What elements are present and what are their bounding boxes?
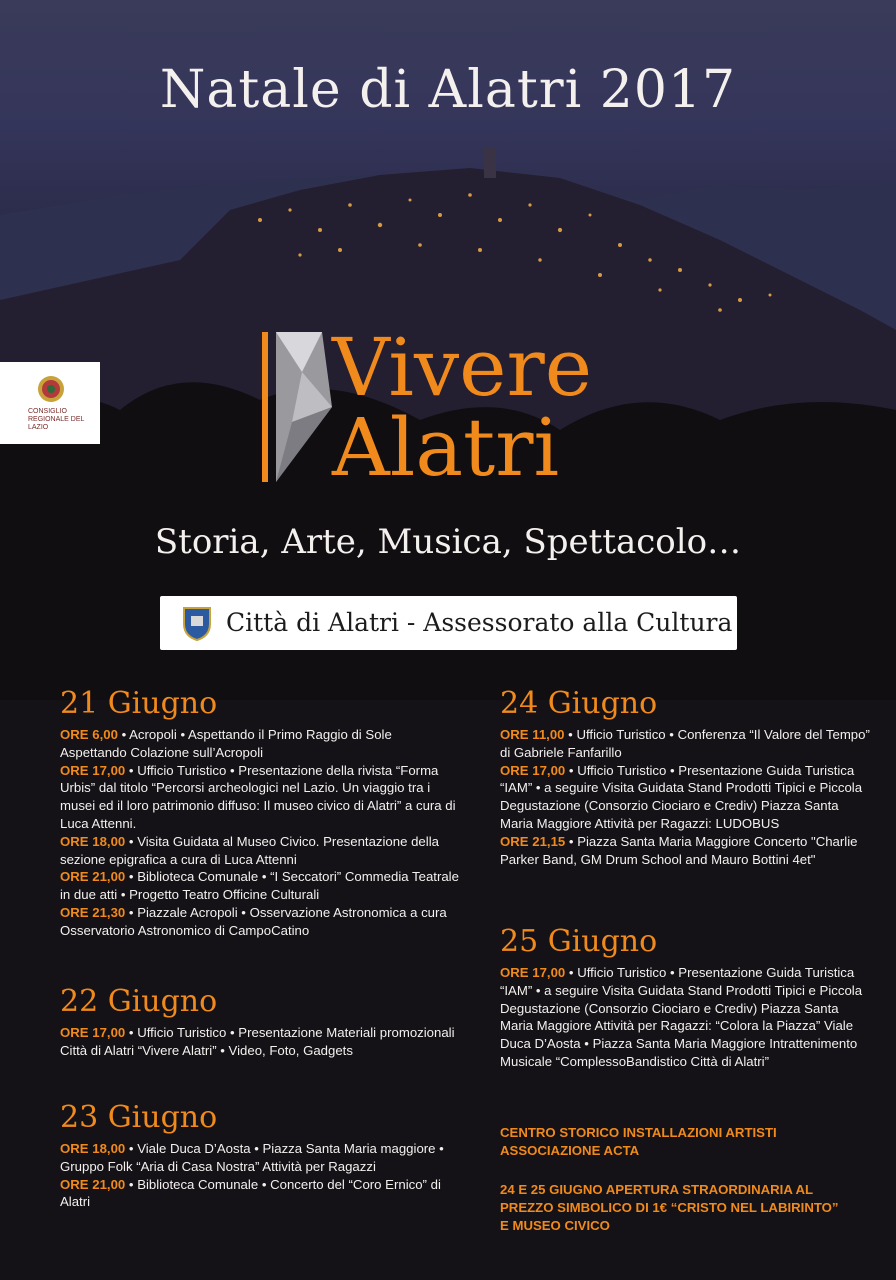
day-heading-25: 25 Giugno: [500, 924, 658, 959]
city-banner-text: Città di Alatri - Assessorato alla Cultura: [226, 608, 733, 637]
event-time: ORE 17,00: [500, 762, 566, 778]
event-entry: [60, 833, 460, 869]
event-entry: [500, 964, 870, 1071]
badge-label: CONSIGLIO REGIONALE DEL LAZIO: [28, 408, 85, 431]
day-heading-21: 21 Giugno: [60, 686, 218, 721]
event-text: • Ufficio Turistico • Presentazione Guida Turistica “IAM” • a seguire Visita Guidata Stand Prodotti Tipici e Piccola Degustazione (Consorzio Ciociaro e Crediv) Piazza Santa Maria Maggiore Attività per Ragazzi: LUDOBUS: [500, 762, 863, 831]
schedule-day-25: [500, 924, 870, 1071]
event-text: • Biblioteca Comunale • Concerto del “Coro Ernico” di Alatri: [60, 1176, 441, 1210]
event-text: • Ufficio Turistico • Presentazione della rivista “Forma Urbis” dal titolo “Percorsi archeologici nel Lazio. Un viaggio tra i musei ed il loro patrimonio diffuso: Il museo civico di Alatri” a cura di Luca Attenni.: [60, 762, 456, 831]
event-entry: [500, 762, 870, 833]
event-entry: [60, 1176, 460, 1212]
event-text: • Viale Duca D’Aosta • Piazza Santa Maria maggiore • Gruppo Folk “Aria di Casa Nostra” Attività per Ragazzi: [60, 1141, 444, 1174]
event-text: • Biblioteca Comunale • “I Seccatori” Commedia Teatrale in due atti • Progetto Teatro Officine Culturali: [60, 869, 459, 903]
logo-line-1: Vivere: [332, 321, 593, 414]
event-entry: [60, 762, 460, 833]
event-time: ORE 21,30: [60, 904, 126, 920]
event-entry: [60, 726, 460, 762]
city-crest-icon: [180, 604, 214, 642]
event-entry: [60, 1140, 460, 1176]
event-text: • Ufficio Turistico • Presentazione Materiali promozionali Città di Alatri “Vivere Alatri” • Video, Foto, Gadgets: [60, 1025, 455, 1058]
event-time: ORE 21,15: [500, 833, 566, 849]
schedule-day-22: [60, 984, 460, 1060]
logo-line-2: Alatri: [332, 401, 560, 494]
event-entry: [500, 833, 870, 869]
event-text: • Acropoli • Aspettando il Primo Raggio di Sole Aspettando Colazione sull’Acropoli: [60, 727, 392, 760]
regional-council-badge: [0, 362, 100, 444]
event-time: ORE 11,00: [500, 727, 565, 742]
faceted-shape-icon: [262, 332, 342, 482]
event-text: • Ufficio Turistico • Presentazione Guida Turistica “IAM” • a seguire Visita Guidata Stand Prodotti Tipici e Piccola Degustazione (Consorzio Ciociaro e Crediv) Piazza Santa Maria Maggiore Attività per Ragazzi: “Colora la Piazza” Viale Duca D’Aosta • Piazza Santa Maria Maggiore Intrattenimento Musicale “ComplessoBandistico Città di Alatri”: [500, 965, 863, 1069]
event-time: ORE 21,00: [60, 1176, 126, 1192]
event-time: ORE 6,00: [60, 727, 118, 742]
event-text: • Piazzale Acropoli • Osservazione Astronomica a cura Osservatorio Astronomico di CampoCatino: [60, 904, 447, 938]
event-entry: [60, 1024, 460, 1060]
event-time: ORE 21,00: [60, 869, 126, 885]
event-text: • Ufficio Turistico • Conferenza “Il Valore del Tempo” di Gabriele Fanfarillo: [500, 727, 870, 760]
event-time: ORE 18,00: [60, 833, 126, 849]
day-heading-24: 24 Giugno: [500, 686, 658, 721]
event-entry: [60, 868, 460, 904]
installations-note: CENTRO STORICO INSTALLAZIONI ARTISTI ASSOCIAZIONE ACTA: [500, 1125, 777, 1158]
schedule-day-23: [60, 1100, 460, 1211]
day-heading-23: 23 Giugno: [60, 1100, 218, 1135]
vivere-alatri-logo: [262, 318, 662, 498]
opening-note: 24 E 25 GIUGNO APERTURA STRAORDINARIA AL PREZZO SIMBOLICO DI 1€ “CRISTO NEL LABIRINTO” E MUSEO CIVICO: [500, 1182, 839, 1233]
event-text: • Piazza Santa Maria Maggiore Concerto "Charlie Parker Band, GM Drum School and Mauro Bottini 4et": [500, 833, 858, 867]
event-time: ORE 17,00: [500, 965, 566, 980]
page-title: Natale di Alatri 2017: [159, 60, 737, 120]
event-text: • Visita Guidata al Museo Civico. Presentazione della sezione epigrafica a cura di Luca Attenni: [60, 833, 439, 867]
subtitle: Storia, Arte, Musica, Spettacolo…: [154, 522, 742, 562]
schedule-day-24: [500, 686, 870, 868]
schedule-column-left: [60, 686, 460, 940]
day-heading-22: 22 Giugno: [60, 984, 218, 1019]
event-time: ORE 17,00: [60, 1025, 126, 1040]
city-banner: [160, 596, 737, 650]
event-entry: [500, 726, 870, 762]
event-entry: [60, 904, 460, 940]
regional-crest-icon: [36, 374, 66, 404]
event-time: ORE 17,00: [60, 762, 126, 778]
event-time: ORE 18,00: [60, 1141, 126, 1156]
